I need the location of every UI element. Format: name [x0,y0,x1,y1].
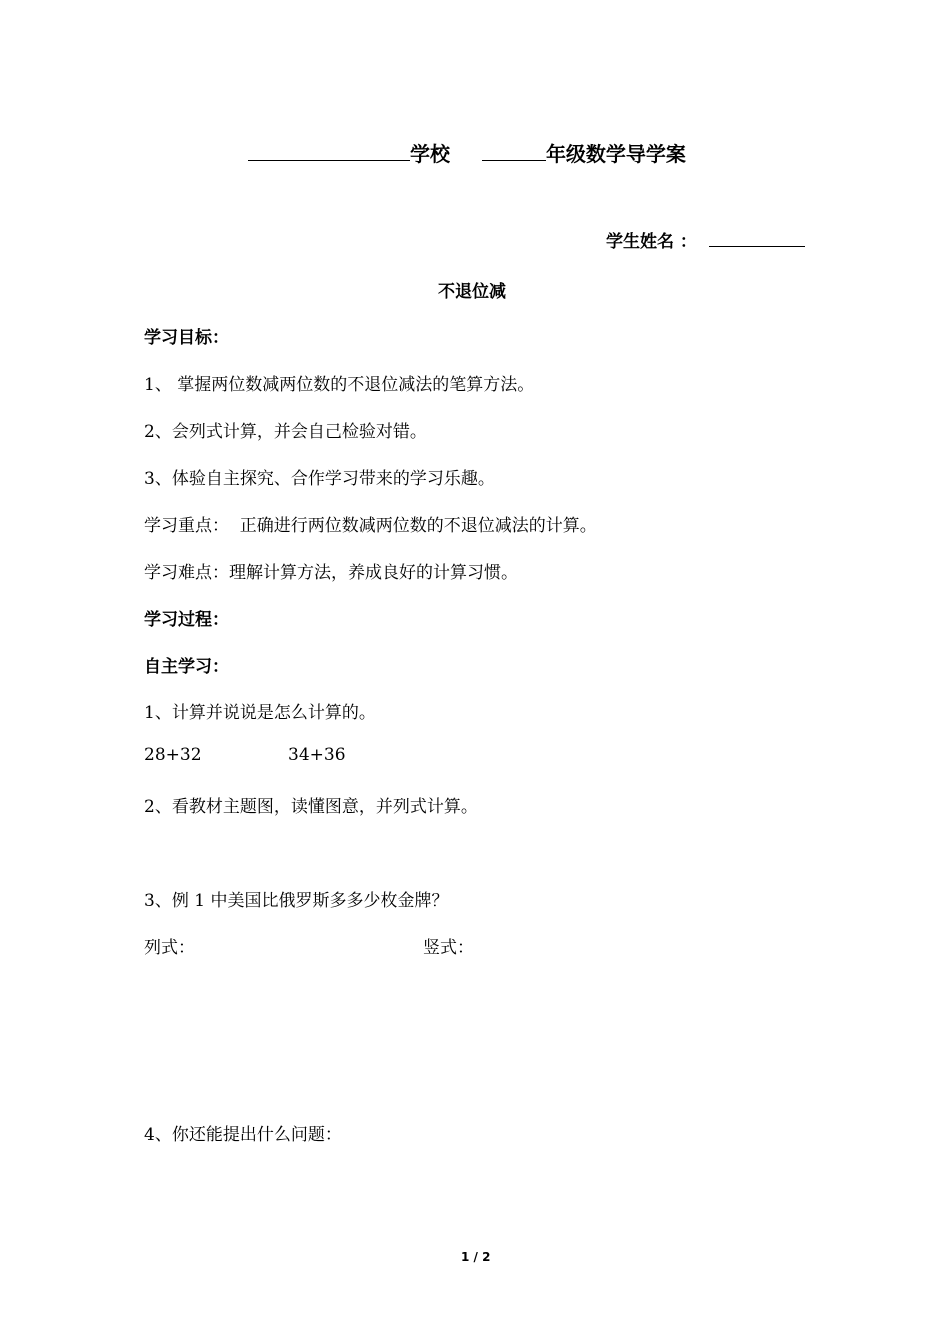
page-number: 1 / 2 [461,1250,491,1264]
lesson-title: 不退位减 [438,282,506,302]
difficulty: 学习难点：理解计算方法，养成良好的计算习惯。 [144,563,518,583]
expression-b: 34+36 [288,745,346,765]
student-name-label: 学生姓名 ： [606,232,697,252]
school-blank [248,142,410,161]
school-label: 学校 [410,142,450,166]
document-header [248,138,686,167]
self-study-heading: 自主学习： [144,657,229,677]
grade-label: 年级数学导学案 [545,142,686,166]
student-name-blank [709,228,805,247]
equation-label: 列式： [144,938,195,958]
process-heading: 学习过程： [144,610,229,630]
question-2: 2、看教材主题图，读懂图意，并列式计算。 [144,797,478,817]
key-point: 学习重点： 正确进行两位数减两位数的不退位减法的计算。 [144,516,597,536]
question-4: 4、你还能提出什么问题： [144,1125,342,1145]
vertical-label: 竖式： [423,938,474,958]
objectives-heading: 学习目标： [144,328,229,348]
expression-a: 28+32 [144,745,202,765]
objective-item: 3、体验自主探究、合作学习带来的学习乐趣。 [144,469,495,489]
student-name-field [606,227,805,252]
objective-item: 1、 掌握两位数减两位数的不退位减法的笔算方法。 [144,375,535,395]
question-3: 3、例 1 中美国比俄罗斯多多少枚金牌？ [144,891,449,911]
grade-blank [482,142,546,161]
question-1: 1、计算并说说是怎么计算的。 [144,703,376,723]
objective-item: 2、会列式计算，并会自己检验对错。 [144,422,427,442]
